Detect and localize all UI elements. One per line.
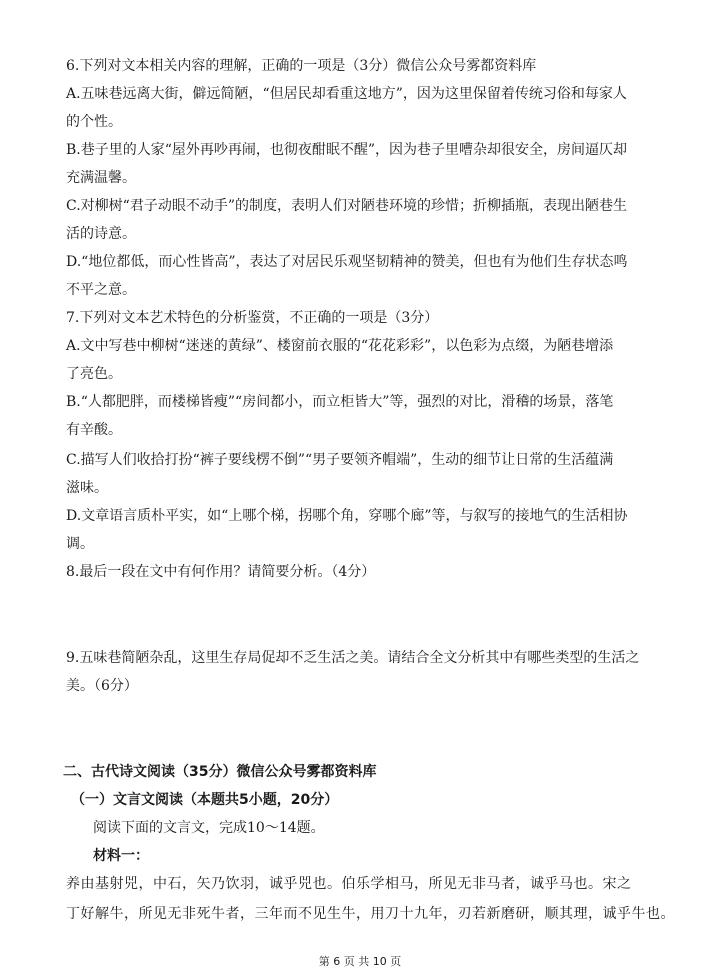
page-footer: 第 6 页 共 10 页 <box>318 955 402 968</box>
question-6-option-c: C.对柳树“君子动眼不动手”的制度，表明人们对陋巷环境的珍惜；折柳插瓶，表现出陋巷生 <box>66 198 627 214</box>
material-label: 材料一： <box>93 848 149 864</box>
question-6-option-b: B.巷子里的人家“屋外再吵再闹，也彻夜酣眠不醒”，因为巷子里嘈杂却很安全，房间逼仄却 <box>66 142 628 158</box>
section-2-title: 二、古代诗文阅读（35分）微信公众号雾都资料库 <box>63 764 377 780</box>
question-7-option-d-cont: 调。 <box>66 536 94 552</box>
question-7-option-d: D.文章语言质朴平实，如“上哪个梯，拐哪个角，穿哪个廊”等，与叙写的接地气的生活相协 <box>66 508 628 524</box>
classical-text-line-1: 养由基射兕，中石，矢乃饮羽，诚乎兕也。伯乐学相马，所见无非马者，诚乎马也。宋之 <box>66 876 632 892</box>
question-7-stem: 7.下列对文本艺术特色的分析鉴赏，不正确的一项是（3分） <box>66 310 439 326</box>
question-6-option-d-cont: 不平之意。 <box>66 282 136 298</box>
question-9-stem-cont: 美。（6分） <box>66 678 138 694</box>
question-6-option-d: D.“地位都低，而心性皆高”，表达了对居民乐观坚韧精神的赞美，但也有为他们生存状态鸣 <box>66 254 628 270</box>
question-7-option-c: C.描写人们收拾打扮“裤子要线楞不倒”“男子要领齐帽端”，生动的细节让日常的生活蕴满 <box>66 452 614 468</box>
question-8-stem: 8.最后一段在文中有何作用？请简要分析。（4分） <box>66 564 376 580</box>
reading-instruction: 阅读下面的文言文，完成10～14题。 <box>93 820 325 836</box>
question-9-stem: 9.五味巷简陋杂乱，这里生存局促却不乏生活之美。请结合全文分析其中有哪些类型的生活之 <box>66 650 640 666</box>
question-7-option-a-cont: 了亮色。 <box>66 366 122 382</box>
question-6-option-b-cont: 充满温馨。 <box>66 170 136 186</box>
question-6-option-a-cont: 的个性。 <box>66 114 122 130</box>
question-7-option-a: A.文中写巷中柳树“迷迷的黄绿”、楼窗前衣服的“花花彩彩”，以色彩为点缀，为陋巷增添 <box>66 338 614 354</box>
question-7-option-b-cont: 有辛酸。 <box>66 422 122 438</box>
question-7-option-b: B.“人都肥胖，而楼梯皆瘦”“房间都小，而立柜皆大”等，强烈的对比，滑稽的场景，落笔 <box>66 394 614 410</box>
classical-text-line-2: 丁好解牛，所见无非死牛者，三年而不见生牛，用刀十九年，刃若新磨研，顺其理，诚乎牛也。 <box>66 906 675 922</box>
question-6-stem: 6.下列对文本相关内容的理解，正确的一项是（3分）微信公众号雾都资料库 <box>66 58 537 74</box>
question-6-option-a: A.五味巷远离大街，僻远简陋，“但居民却看重这地方”，因为这里保留着传统习俗和每家人 <box>66 86 627 102</box>
subsection-title: （一）文言文阅读（本题共5小题，20分） <box>71 792 339 808</box>
question-7-option-c-cont: 滋味。 <box>66 480 108 496</box>
question-6-option-c-cont: 活的诗意。 <box>66 226 136 242</box>
